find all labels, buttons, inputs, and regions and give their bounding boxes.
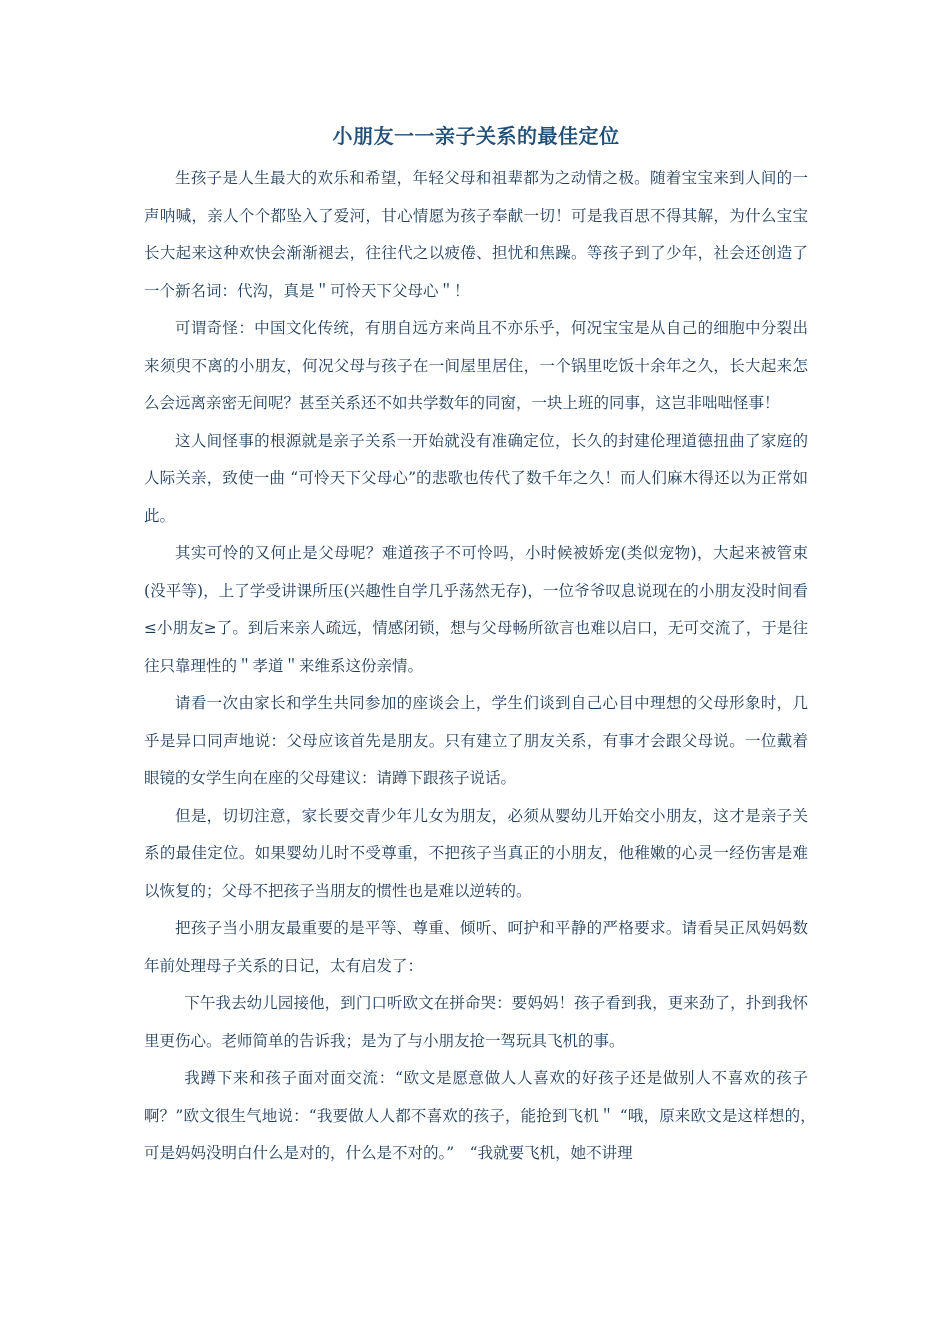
document-body	[144, 118, 824, 1173]
page-title: 小朋友一一亲子关系的最佳定位	[332, 124, 620, 148]
diary-paragraph-2: 我蹲下来和孩子面对面交流：“欧文是愿意做人人喜欢的好孩子还是做别人不喜欢的孩子啊？”欧文很生气地说：“我要做人人都不喜欢的孩子，能抢到飞机＂ “哦，原来欧文是这样想的， 可是妈妈没明白什么是对的，什么是不对的。” “我就要飞机，她不讲理	[144, 1069, 824, 1162]
diary-paragraph-1: 下午我去幼儿园接他，到门口听欧文在拼命哭：要妈妈！孩子看到我，更来劲了，扑到我怀里更伤心。老师简单的告诉我；是为了与小朋友抢一驾玩具飞机的事。	[144, 994, 808, 1050]
paragraph-5: 请看一次由家长和学生共同参加的座谈会上，学生们谈到自己心目中理想的父母形象时，几乎是异口同声地说：父母应该首先是朋友。只有建立了朋友关系，有事才会跟父母说。一位戴着眼镜的女学生向在座的父母建议：请蹲下跟孩子说话。	[144, 694, 808, 787]
paragraph-3: 这人间怪事的根源就是亲子关系一开始就没有准确定位，长久的封建伦理道德扭曲了家庭的人际关亲，致使一曲 “可怜天下父母心”的悲歌也传代了数千年之久！而人们麻木得还以为正常如此。	[144, 431, 808, 525]
paragraph-7: 把孩子当小朋友最重要的是平等、尊重、倾听、呵护和平静的严格要求。请看吴正凤妈妈数年前处理母子关系的日记，太有启发了：	[144, 919, 808, 975]
paragraph-6: 但是，切切注意，家长要交青少年儿女为朋友，必须从婴幼儿开始交小朋友，这才是亲子关系的最佳定位。如果婴幼儿时不受尊重，不把孩子当真正的小朋友，他稚嫩的心灵一经伤害是难以恢复的；父母不把孩子当朋友的惯性也是难以逆转的。	[144, 806, 808, 900]
paragraph-2: 可谓奇怪：中国文化传统，有朋自远方来尚且不亦乐乎，何况宝宝是从自己的细胞中分裂出来须臾不离的小朋友，何况父母与孩子在一间屋里居住，一个锅里吃饭十余年之久，长大起来怎么会远离亲密无间呢？甚至关系还不如共学数年的同窗，一块上班的同事，这岂非咄咄怪事！	[144, 319, 808, 412]
paragraph-1: 生孩子是人生最大的欢乐和希望，年轻父母和祖辈都为之动情之极。随着宝宝来到人间的一声呐喊，亲人个个都坠入了爱河，甘心情愿为孩子奉献一切！可是我百思不得其解，为什么宝宝长大起来这种欢快会渐渐褪去，往往代之以疲倦、担忧和焦躁。等孩子到了少年，社会还创造了一个新名词：代沟，真是＂可怜天下父母心＂！	[144, 169, 808, 300]
paragraph-4: 其实可怜的又何止是父母呢？难道孩子不可怜吗，小时候被娇宠(类似宠物)，大起来被管束(没平等)，上了学受讲课所压(兴趣性自学几乎荡然无存)，一位爷爷叹息说现在的小朋友没时间看≤小朋友≥了。到后来亲人疏远，情感闭锁，想与父母畅所欲言也难以启口，无可交流了，于是往往只靠理性的＂孝道＂来维系这份亲情。	[144, 544, 808, 675]
